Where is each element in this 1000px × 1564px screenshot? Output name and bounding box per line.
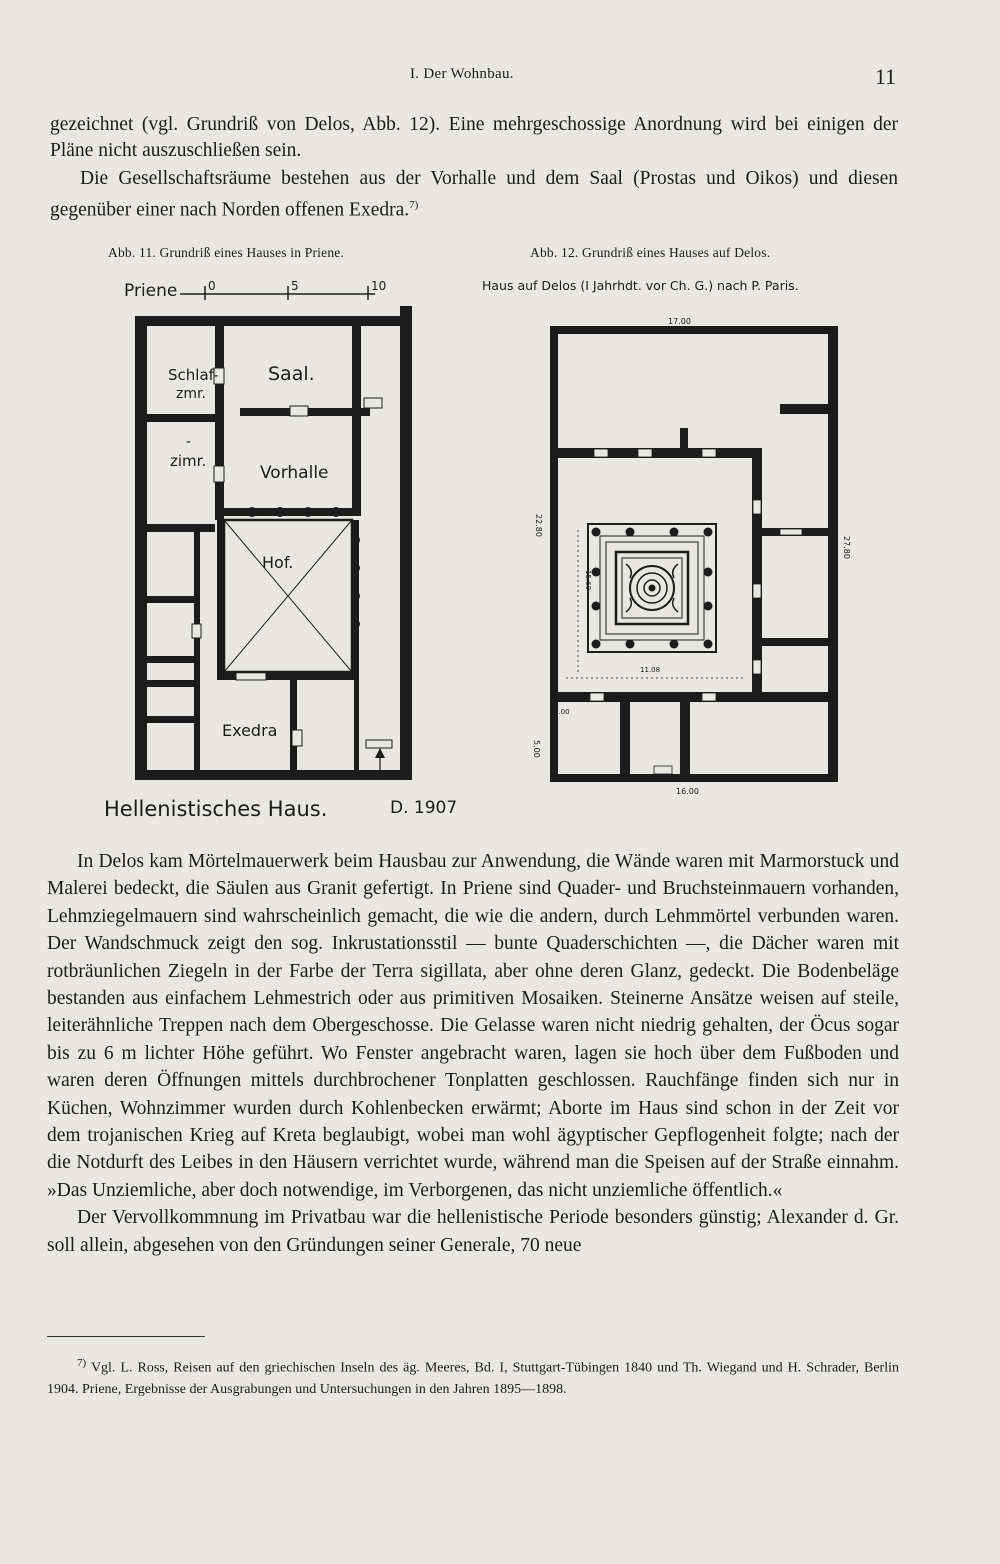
dimension-label: 22.80: [534, 514, 543, 537]
running-title: I. Der Wohnbau.: [410, 66, 514, 82]
paragraph-block-2: [50, 166, 898, 224]
priene-title: Priene: [124, 281, 178, 301]
priene-floor-plan: [100, 268, 470, 828]
dimension-label: 17.00: [668, 317, 691, 326]
room-label-zmr: zmr.: [176, 386, 206, 402]
dimension-label: 15.60: [584, 570, 592, 591]
room-label-saal: Saal.: [268, 363, 315, 385]
room-label-hof: Hof.: [262, 553, 294, 572]
scale-label-0: 0: [208, 279, 216, 293]
paragraph-3: In Delos kam Mörtelmauerwerk beim Hausbau zur Anwendung, die Wände waren mit Marmorstuck und Malerei bedeckt, die Säulen aus Granit gefertigt. In Priene sind Quader- und Bruchsteinmauern vorhanden, Lehmziegelmauern sind wahrscheinlich gemacht, die wie die andern, durch Lehmmörtel verbunden waren. Der Wandschmuck zeigt den sog. Inkrustationsstil — bunte Quaderschichten —, die Dächer waren mit rotbräunlichen Ziegeln in der Farbe der Terra sigillata, aber ohne deren Glanz, gedeckt. Die Bodenbeläge bestanden aus einfachem Lehmestrich oder aus primitiven Mosaiken. Steinerne Ansätze weisen auf steile, leiterähnliche Treppen nach dem Obergeschosse. Die Gelasse waren nicht niedrig gehalten, der Öcus sogar bis zu 6 m lichter Höhe geführt. Wo Fenster angebracht waren, lagen sie hoch über dem Fußboden und waren deren Öffnungen mittels durchbrochener Tonplatten geschlossen. Rauchfänge finden sich nur in Küchen, Wohnzimmer wurden durch Kohlenbecken erwärmt; Aborte im Haus sind schon in der Zeit vor dem trojanischen Krieg auf Kreta beglaubigt, wobei man wohl ägyptischer Gepflogenheit folgte; nach der die Notdurft des Leibes in den Häusern verrichtet wurde, während man die Speisen auf der Straße einnahm. »Das Unziemliche, aber doch notwendige, im Verborgenen, das nicht unziemliche öffentlich.«: [47, 851, 899, 1201]
paragraph-4: Der Vervollkommnung im Privatbau war die hellenistische Periode besonders günstig; Alexander d. Gr. soll allein, abgesehen von den Gründungen seiner Generale, 70 neue: [47, 1207, 899, 1256]
delos-title: Haus auf Delos (I Jahrhdt. vor Ch. G.) nach P. Paris.: [482, 278, 799, 293]
paragraph-2-text: Die Gesellschaftsräume bestehen aus der Vorhalle und dem Saal (Prostas und Oikos) und diesen gegenüber einer nach Norden offenen Exedra.: [50, 168, 898, 221]
figure-11-caption: Abb. 11. Grundriß eines Hauses in Priene.: [108, 245, 345, 260]
figure-12-caption: Abb. 12. Grundriß eines Hauses auf Delos.: [530, 245, 771, 260]
room-label-zimr: zimr.: [170, 452, 207, 470]
paragraph-2: [50, 166, 898, 224]
scale-label-5: 5: [291, 279, 299, 293]
footnote-ref[interactable]: 7): [409, 199, 419, 211]
footnote-divider: [47, 1336, 205, 1337]
footnote-text: Vgl. L. Ross, Reisen auf den griechischen Inseln des äg. Meeres, Bd. I, Stuttgart-Tübingen 1840 und Th. Wiegand und H. Schrader, Berlin 1904. Priene, Ergebnisse der Ausgrabungen und Untersuchungen in den Jahren 1895—1898.: [47, 1360, 899, 1397]
paragraph-continued: [50, 112, 898, 164]
room-label-dash: -: [186, 434, 192, 450]
footnote-marker: 7): [77, 1357, 87, 1369]
dimension-label: 16.00: [676, 787, 699, 796]
paragraph-1: gezeichnet (vgl. Grundriß von Delos, Abb. 12). Eine mehrgeschossige Anordnung wird bei einigen der Pläne nicht auszuschließen sein.: [50, 114, 898, 161]
room-label-exedra: Exedra: [222, 721, 278, 740]
dimension-label: 5.00: [532, 740, 541, 758]
delos-floor-plan: [470, 268, 870, 808]
mosaic-floor: [626, 564, 678, 612]
scale-label-10: 10: [371, 279, 387, 293]
delos-walls: [550, 326, 838, 782]
footnote-7: [47, 1353, 899, 1400]
page-number: 11: [874, 64, 896, 89]
priene-signature: D. 1907: [390, 798, 458, 818]
footnote: [47, 1353, 899, 1400]
dimension-label: 7.00: [554, 708, 570, 716]
north-arrow-head: [375, 748, 385, 758]
dimension-label: 11.08: [640, 666, 661, 674]
room-label-vorhalle: Vorhalle: [260, 463, 329, 483]
running-header: [0, 64, 1000, 94]
room-label-schlaf: Schlaf-: [168, 366, 219, 384]
priene-inscription: Hellenistisches Haus.: [104, 797, 328, 821]
body-text: [47, 848, 899, 1259]
dimension-label: 27.80: [842, 536, 851, 559]
